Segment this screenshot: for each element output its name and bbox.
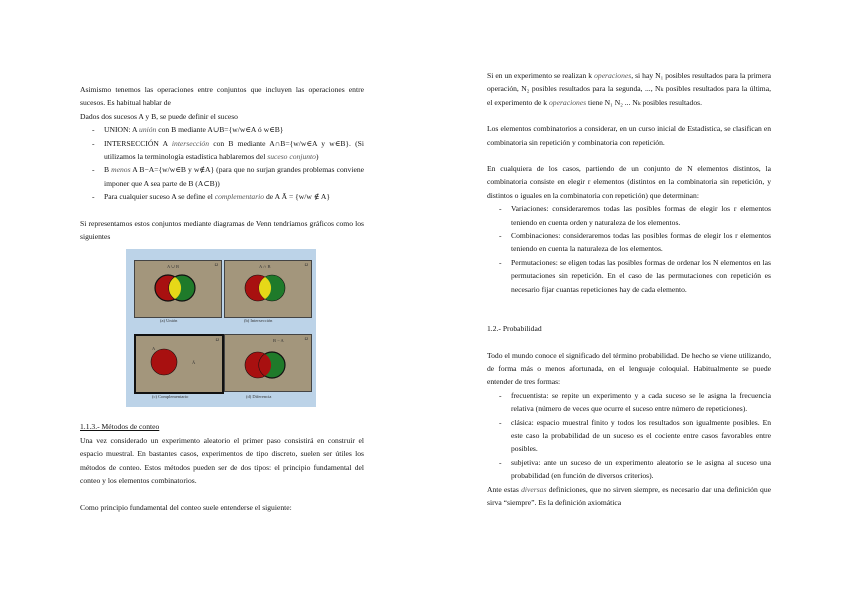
intersection-set-label: A ∩ B (259, 264, 271, 270)
combinatorics-paragraph: Los elementos combinatorios a considerar, en un curso inicial de Estadística, se clasifican en combinatoria sin repetición y combinatoria con repetición. (487, 124, 771, 147)
venn-diagram-figure (126, 249, 316, 407)
caption-intersection: (b) Intersección (244, 318, 273, 324)
caption-difference: (d) Diferencia (246, 394, 272, 400)
venn-panel-difference (224, 334, 312, 392)
venn-panel-complement (134, 334, 224, 394)
list-item-union: - UNION: A unión con B mediante A∪B={w/w∈A ó w∈B} (80, 123, 364, 136)
caption-complement: (c) Complementario (152, 394, 189, 400)
list-item: - clásica: espacio muestral finito y todos los resultados son igualmente posibles. En este caso la probabilidad de un suceso es el cociente entre casos favorables entre posibles. (487, 416, 771, 456)
complement-inner-label: A (152, 346, 156, 352)
omega-label: Ω (215, 337, 219, 343)
difference-set-label: B − A (273, 338, 284, 344)
complement-set-label: Ā (192, 360, 196, 366)
list-item-complement: - Para cualquier suceso A se define el complementario de A Ā = {w/w ∉ A} (80, 190, 364, 203)
set-operations-list (80, 123, 364, 203)
list-item: - subjetiva: ante un suceso de un experimento aleatorio se le asigna al suceso una probabilidad (en función de diversos criterios). (487, 456, 771, 483)
omega-label: Ω (304, 262, 308, 268)
section-heading-probability: 1.2.- Probabilidad (487, 324, 542, 334)
section-heading-counting: 1.1.3.- Métodos de conteo (80, 422, 160, 432)
given-paragraph: Dados dos sucesos A y B, se puede definir el suceso (80, 111, 238, 121)
diagram-intro-paragraph: Si representamos estos conjuntos mediante diagramas de Venn tendríamos gráficos como los siguientes (80, 218, 364, 242)
list-item-intersection: - INTERSECCIÓN A intersección con B mediante A∩B={w/w∈A y w∈B}. (Si utilizamos la terminología estadística hablaremos del suceso conjunto) (80, 137, 364, 164)
venn-difference-svg (225, 335, 311, 391)
list-item-difference: - B menos A B−A={w/w∈B y w∉A} (para que no surjan grandes problemas conviene imponer que A sea parte de B (A⊂B)) (80, 163, 364, 190)
probability-paragraph: Todo el mundo conoce el significado del término probabilidad. De hecho se viene utilizando, de forma más o menos afortunada, en el lenguaje coloquial. Habitualmente se puede entender de tres formas: (487, 350, 771, 387)
operations-paragraph: Si en un experimento se realizan k operaciones, si hay N₁ posibles resultados para la primera operación, N₂ posibles resultados para la segunda, ..., Nₖ posibles resultados para la última, el experimento de k operaciones tiene N₁ N₂ ... Nₖ posibles resultados. (487, 71, 771, 107)
intro-paragraph: Asimismo tenemos las operaciones entre conjuntos que incluyen las operaciones entre sucesos. Es habitual hablar de (80, 85, 364, 108)
list-item: - Permutaciones: se eligen todas las posibles formas de ordenar los N elementos en las permutaciones sin repetición. En el caso de las permutaciones con repetición es necesario fijar cuantas repeticiones hay de cada elemento. (487, 256, 771, 296)
omega-label: Ω (304, 336, 308, 342)
axiomatic-paragraph: Ante estas diversas definiciones, que no sirven siempre, es necesario dar una definición que sirva “siempre”. Es la definición axiomática (487, 484, 772, 507)
counting-paragraph: Una vez considerado un experimento aleatorio el primer paso consistirá en construir el espacio muestral. En bastantes casos, experimentos de tipo discreto, suelen ser útiles los métodos de conteo. Estos métodos pueden ser de dos tipos: el principio fundamental del conteo y los elementos combinatorios. (80, 435, 364, 486)
union-set-label: A ∪ B (167, 264, 180, 270)
probability-list (487, 389, 771, 483)
right-column (487, 69, 771, 509)
cases-paragraph: En cualquiera de los casos, partiendo de un conjunto de N elementos distintos, la combinatoria consiste en elegir r elementos (distintos en la combinatoria sin repetición, y distintos o iguales en la combinatoria con repetición) que determinan: (487, 164, 771, 200)
list-item: - Combinaciones: consideraremos todas las posibles formas de elegir los r elementos teniendo en cuenta la naturaleza de los elementos. (487, 229, 771, 256)
combinatorics-list (487, 202, 771, 296)
omega-label: Ω (214, 262, 218, 268)
venn-panel-union (134, 260, 222, 318)
caption-union: (a) Unión (160, 318, 178, 324)
list-item: - frecuentista: se repite un experimento y a cada suceso se le asigna la frecuencia relativa (número de veces que ocurre el suceso entre número de repeticiones). (487, 389, 771, 416)
venn-panel-intersection (224, 260, 312, 318)
principle-paragraph: Como principio fundamental del conteo suele entenderse el siguiente: (80, 502, 292, 512)
left-column (80, 83, 364, 514)
list-item: - Variaciones: consideraremos todas las posibles formas de elegir los r elementos teniendo en cuenta orden y naturaleza de los elementos. (487, 202, 771, 229)
complement-circle-a (151, 349, 177, 375)
venn-complement-svg (136, 336, 222, 392)
